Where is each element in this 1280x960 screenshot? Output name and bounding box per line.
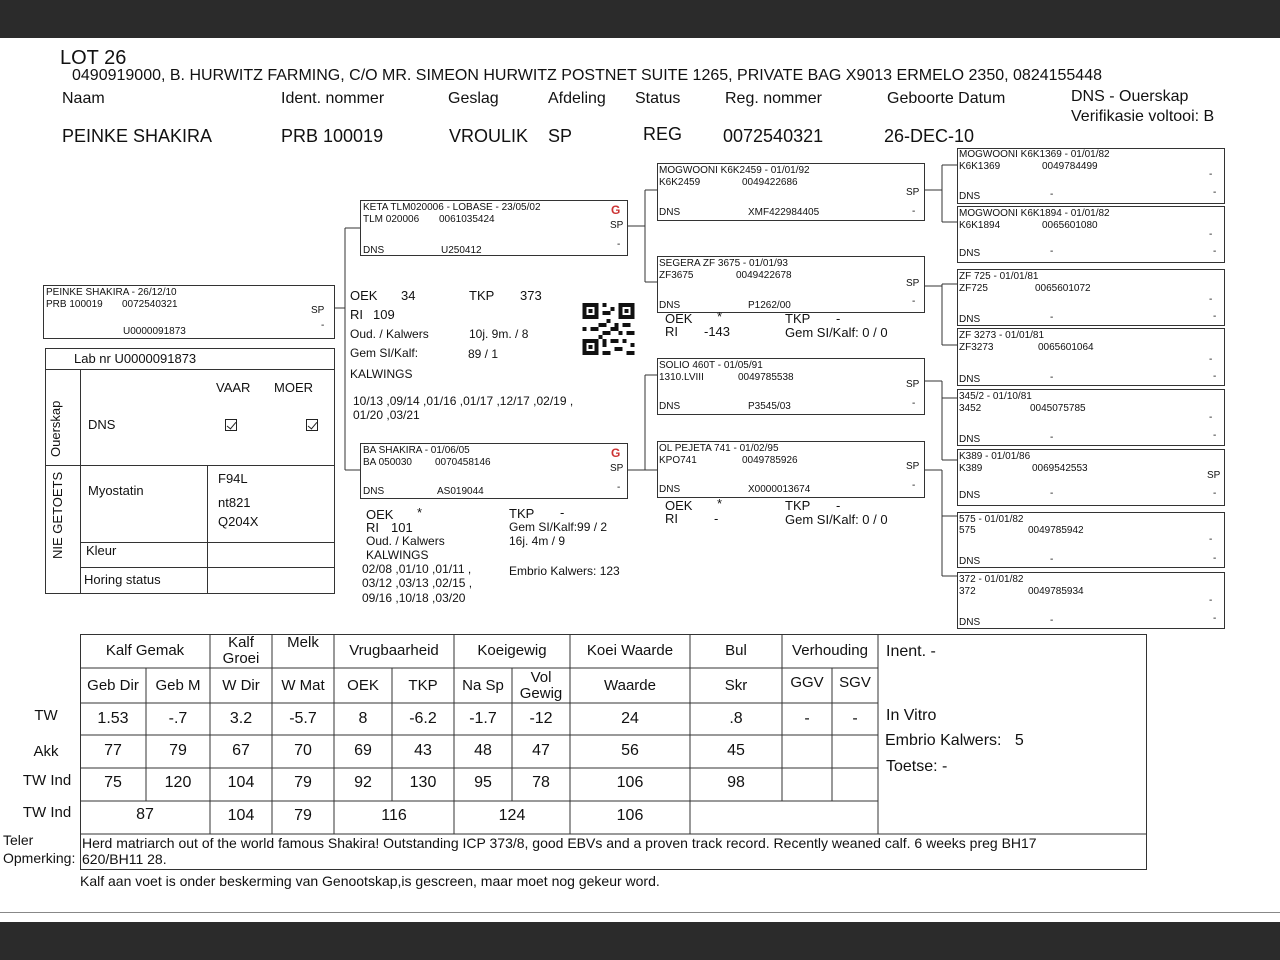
twind-cell: 75 bbox=[104, 773, 122, 791]
footer-note: Kalf aan voet is onder beskerming van Genootskap,is gescreen, maar moet nog gekeur word. bbox=[80, 873, 660, 889]
sire-oek: 34 bbox=[401, 288, 416, 303]
group-melk: Melk bbox=[287, 634, 319, 652]
sire-dates: 10/13 ,09/14 ,01/16 ,01/17 ,12/17 ,02/19 , bbox=[353, 394, 574, 408]
twind-cell: 92 bbox=[354, 773, 372, 791]
twind2-cell: 106 bbox=[616, 807, 644, 825]
ggp-reg: 0065601080 bbox=[1042, 220, 1098, 231]
ggp-title: 372 - 01/01/82 bbox=[959, 574, 1024, 585]
ggp-dash: - bbox=[1050, 488, 1054, 499]
ggp-dns: DNS bbox=[959, 617, 981, 628]
embrio-label: Embrio Kalwers: bbox=[885, 732, 1002, 749]
myo-f94l: F94L bbox=[218, 471, 248, 486]
ggp-dash: - bbox=[1209, 294, 1213, 305]
animal-reg: 0072540321 bbox=[122, 299, 178, 310]
value-status: REG bbox=[643, 124, 683, 144]
gp-dash: - bbox=[912, 398, 916, 409]
gp-oek-label: OEK bbox=[665, 311, 693, 326]
opmerking-label: Opmerking: bbox=[3, 850, 76, 866]
dam-dash: - bbox=[617, 482, 621, 493]
group-kalf-groei: Kalf Groei bbox=[222, 634, 260, 667]
col-geb-m: Geb M bbox=[155, 676, 201, 694]
gp-ri: - bbox=[714, 511, 719, 526]
twind-cell: 95 bbox=[474, 773, 492, 791]
gp-dns: DNS bbox=[659, 207, 681, 218]
value-ident: PRB 100019 bbox=[281, 126, 384, 146]
ggp-dash: - bbox=[1209, 169, 1213, 180]
gp-dns-val: P1262/00 bbox=[748, 300, 791, 311]
dam-ri: 101 bbox=[391, 520, 413, 535]
animal-sp: SP bbox=[311, 305, 325, 316]
ggp-reg: 0045075785 bbox=[1030, 403, 1086, 414]
akk-cell: 48 bbox=[474, 742, 492, 760]
tw-cell: -.7 bbox=[168, 709, 188, 727]
sire-dates2: 01/20 ,03/21 bbox=[353, 408, 420, 422]
gp-title: SEGERA ZF 3675 - 01/01/93 bbox=[659, 258, 788, 269]
sire-oud-label: Oud. / Kalwers bbox=[350, 327, 429, 341]
ggp-title: MOGWOONI K6K1369 - 01/01/82 bbox=[959, 149, 1110, 160]
inent-label: Inent. - bbox=[886, 643, 936, 660]
label-naam: Naam bbox=[62, 90, 105, 107]
embrio-value: 5 bbox=[1014, 732, 1024, 749]
label-afdeling: Afdeling bbox=[548, 90, 606, 107]
sire-gem-label: Gem SI/Kalf: bbox=[350, 346, 419, 360]
sire-oek-label: OEK bbox=[350, 288, 378, 303]
ggp-dash: - bbox=[1050, 372, 1054, 383]
myo-q204x: Q204X bbox=[218, 514, 259, 529]
twind-cell: 104 bbox=[227, 773, 255, 791]
gp-ri-label: RI bbox=[665, 511, 678, 526]
akk-cell: 56 bbox=[621, 742, 639, 760]
twind2-cell: 87 bbox=[136, 805, 154, 823]
dam-dns: DNS bbox=[363, 486, 385, 497]
col-ggv: GGV bbox=[790, 674, 824, 692]
embrio-line bbox=[885, 732, 1024, 750]
myostatin-label: Myostatin bbox=[88, 483, 144, 498]
teler-label: Teler bbox=[3, 832, 34, 848]
animal-id: PRB 100019 bbox=[46, 299, 103, 310]
dam-embrio: Embrio Kalwers: 123 bbox=[509, 564, 620, 578]
in-vitro-label: In Vitro bbox=[886, 707, 937, 724]
value-reg: 0072540321 bbox=[723, 126, 824, 146]
sire-id: TLM 020006 bbox=[363, 214, 420, 225]
ggp-dns: DNS bbox=[959, 191, 981, 202]
gp-id: 1310.LVIII bbox=[659, 372, 704, 383]
gp-dns: DNS bbox=[659, 401, 681, 412]
remarks-text-2: 620/BH11 28. bbox=[82, 851, 167, 867]
twind-cell: 98 bbox=[727, 773, 745, 791]
gp-dns-val: X0000013674 bbox=[748, 484, 811, 495]
dam-logo-icon: G bbox=[611, 446, 621, 460]
ggp-dns: DNS bbox=[959, 374, 981, 385]
gp-dns: DNS bbox=[659, 484, 681, 495]
ggp-dash: - bbox=[1050, 246, 1054, 257]
col-geb-dir: Geb Dir bbox=[87, 676, 139, 694]
gp-tkp: - bbox=[836, 311, 841, 326]
label-geboorte: Geboorte Datum bbox=[887, 90, 1006, 107]
ggp-dns: DNS bbox=[959, 248, 981, 259]
dam-oek-label: OEK bbox=[366, 507, 394, 522]
ggp-id: K6K1369 bbox=[959, 161, 1001, 172]
gp-oek: * bbox=[717, 496, 723, 511]
twind2-cell: 104 bbox=[227, 807, 255, 825]
ggp-dash: - bbox=[1209, 354, 1213, 365]
gp-id: K6K2459 bbox=[659, 177, 701, 188]
dam-gem: Gem SI/Kalf:99 / 2 bbox=[509, 520, 608, 534]
ggp-id: 3452 bbox=[959, 403, 982, 414]
gp-sp: SP bbox=[906, 278, 920, 289]
ggp-reg: 0065601072 bbox=[1035, 283, 1091, 294]
dam-sp: SP bbox=[610, 463, 624, 474]
dam-ri-label: RI bbox=[366, 520, 379, 535]
animal-dash: - bbox=[321, 320, 325, 331]
gp-oek: * bbox=[717, 309, 723, 324]
verification: Verifikasie voltooi: B bbox=[1071, 108, 1215, 125]
ggp-title: K389 - 01/01/86 bbox=[959, 451, 1031, 462]
gp-oek-label: OEK bbox=[665, 498, 693, 513]
ggp-dash: - bbox=[1213, 187, 1217, 198]
ggp-reg: 0049784499 bbox=[1042, 161, 1098, 172]
horing-label: Horing status bbox=[84, 572, 161, 587]
dam-tkp-label: TKP bbox=[509, 506, 535, 521]
animal-code: U0000091873 bbox=[123, 326, 186, 337]
ggp-title: 575 - 01/01/82 bbox=[959, 514, 1024, 525]
sire-tkp: 373 bbox=[520, 288, 542, 303]
dam-kalwings: KALWINGS bbox=[366, 548, 429, 562]
sire-dash: - bbox=[617, 239, 621, 250]
ggp-dash: - bbox=[1213, 371, 1217, 382]
value-geslag: VROULIK bbox=[449, 126, 529, 146]
vaar-label: VAAR bbox=[216, 380, 251, 395]
ggp-reg: 0069542553 bbox=[1032, 463, 1088, 474]
gp-reg: 0049422678 bbox=[736, 270, 792, 281]
remarks-text: Herd matriarch out of the world famous Shakira! Outstanding ICP 373/8, good EBVs and a proven track record. Recently weaned calf. 6 weeks preg BH17 bbox=[82, 835, 1037, 851]
twind2-cell: 124 bbox=[498, 807, 526, 825]
label-status: Status bbox=[635, 90, 681, 107]
dam-reg: 0070458146 bbox=[435, 457, 491, 468]
sire-dns: DNS bbox=[363, 245, 385, 256]
group-koei-waarde: Koei Waarde bbox=[586, 642, 674, 660]
dam-dates-2: 03/12 ,03/13 ,02/15 , bbox=[362, 576, 473, 590]
twind2-cell: 116 bbox=[381, 807, 407, 825]
gp-tkp: - bbox=[836, 498, 841, 513]
ggp-dash: - bbox=[1209, 534, 1213, 545]
gp-id: KPO741 bbox=[659, 455, 697, 466]
group-kalf-gemak: Kalf Gemak bbox=[105, 642, 185, 660]
nie-getoets-label: NIE GETOETS bbox=[50, 471, 65, 559]
group-vrugbaarheid: Vrugbaarheid bbox=[349, 642, 439, 660]
ggp-sp: SP bbox=[1207, 470, 1221, 481]
twind-cell: 130 bbox=[409, 773, 437, 791]
value-naam: PEINKE SHAKIRA bbox=[62, 126, 213, 146]
col-vol-gewig: Vol Gewig bbox=[519, 668, 563, 702]
sire-title: KETA TLM020006 - LOBASE - 23/05/02 bbox=[363, 202, 541, 213]
group-bul: Bul bbox=[725, 642, 747, 660]
row-label-akk: Akk bbox=[33, 742, 59, 760]
gp-sp: SP bbox=[906, 461, 920, 472]
gp-reg: 0049785538 bbox=[738, 372, 794, 383]
ggp-dash: - bbox=[1209, 412, 1213, 423]
akk-cell: 79 bbox=[169, 742, 187, 760]
col-oek: OEK bbox=[347, 676, 379, 694]
ggp-dash: - bbox=[1213, 488, 1217, 499]
ggp-dns: DNS bbox=[959, 434, 981, 445]
tw-cell: 1.53 bbox=[97, 709, 129, 727]
akk-cell: 69 bbox=[354, 742, 372, 760]
ouerskap-label: Ouerskap bbox=[48, 400, 63, 457]
ggp-title: ZF 3273 - 01/01/81 bbox=[959, 330, 1045, 341]
gp-ri-label: RI bbox=[665, 324, 678, 339]
tw-cell: -5.7 bbox=[289, 709, 317, 727]
col-na-sp: Na Sp bbox=[462, 676, 504, 694]
ggp-id: K389 bbox=[959, 463, 983, 474]
dam-id: BA 050030 bbox=[363, 457, 412, 468]
twind-cell: 106 bbox=[616, 773, 644, 791]
ggp-id: ZF725 bbox=[959, 283, 988, 294]
dam-oud: 16j. 4m / 9 bbox=[509, 534, 566, 548]
gp-ri: -143 bbox=[704, 324, 731, 339]
tw-cell: -12 bbox=[529, 709, 553, 727]
ggp-dns: DNS bbox=[959, 490, 981, 501]
ggp-id: ZF3273 bbox=[959, 342, 994, 353]
dam-oek: * bbox=[417, 505, 423, 520]
toetse-label: Toetse: - bbox=[886, 758, 948, 775]
akk-cell: 47 bbox=[532, 742, 550, 760]
row-label-twind2: TW Ind bbox=[22, 804, 72, 822]
sire-reg: 0061035424 bbox=[439, 214, 495, 225]
label-geslag: Geslag bbox=[448, 90, 499, 107]
col-skr: Skr bbox=[724, 676, 748, 694]
col-sgv: SGV bbox=[839, 674, 871, 692]
ggp-dns: DNS bbox=[959, 556, 981, 567]
dam-title: BA SHAKIRA - 01/06/05 bbox=[363, 445, 470, 456]
ggp-title: 345/2 - 01/10/81 bbox=[959, 391, 1032, 402]
ggp-dash: - bbox=[1050, 312, 1054, 323]
gp-dns: DNS bbox=[659, 300, 681, 311]
tw-cell: - bbox=[804, 709, 810, 727]
ggp-dash: - bbox=[1209, 595, 1213, 606]
sire-sp: SP bbox=[610, 220, 624, 231]
sire-oud: 10j. 9m. / 8 bbox=[469, 327, 529, 341]
ggp-title: MOGWOONI K6K1894 - 01/01/82 bbox=[959, 208, 1110, 219]
dns-label: DNS bbox=[88, 417, 116, 432]
ggp-dash: - bbox=[1213, 553, 1217, 564]
akk-cell: 77 bbox=[104, 742, 122, 760]
sire-ri: 109 bbox=[373, 307, 395, 322]
ggp-dash: - bbox=[1213, 613, 1217, 624]
tw-cell: -1.7 bbox=[469, 709, 497, 727]
twind-cell: 78 bbox=[532, 773, 550, 791]
gp-id: ZF3675 bbox=[659, 270, 694, 281]
label-reg: Reg. nommer bbox=[725, 90, 822, 107]
sire-logo-icon: G bbox=[611, 203, 621, 217]
ggp-dash: - bbox=[1209, 229, 1213, 240]
col-waarde: Waarde bbox=[604, 676, 656, 694]
ggp-reg: 0049785934 bbox=[1028, 586, 1084, 597]
gp-dns-val: XMF422984405 bbox=[748, 207, 820, 218]
akk-cell: 43 bbox=[414, 742, 432, 760]
akk-cell: 70 bbox=[294, 742, 312, 760]
kleur-label: Kleur bbox=[86, 543, 117, 558]
col-w-dir: W Dir bbox=[222, 676, 260, 694]
tw-cell: - bbox=[852, 709, 858, 727]
ggp-id: K6K1894 bbox=[959, 220, 1001, 231]
gp-sp: SP bbox=[906, 187, 920, 198]
sire-tkp-label: TKP bbox=[469, 288, 495, 303]
tw-cell: 3.2 bbox=[229, 709, 253, 727]
gp-dash: - bbox=[912, 480, 916, 491]
gp-sp: SP bbox=[906, 379, 920, 390]
dam-tkp: - bbox=[560, 505, 565, 520]
dam-dates-3: 09/16 ,10/18 ,03/20 bbox=[362, 591, 466, 605]
row-label-twind: TW Ind bbox=[22, 772, 72, 790]
ggp-dash: - bbox=[1213, 430, 1217, 441]
value-afdeling: SP bbox=[548, 126, 573, 146]
sire-gem: 89 / 1 bbox=[468, 347, 499, 361]
twind-cell: 120 bbox=[164, 773, 192, 791]
sire-ri-label: RI bbox=[350, 307, 363, 322]
ggp-id: 372 bbox=[959, 586, 976, 597]
animal-title: PEINKE SHAKIRA - 26/12/10 bbox=[46, 287, 177, 298]
sire-dns-val: U250412 bbox=[441, 245, 482, 256]
tw-cell: .8 bbox=[729, 709, 743, 727]
akk-cell: 45 bbox=[727, 742, 745, 760]
col-w-mat: W Mat bbox=[281, 676, 325, 694]
gp-dash: - bbox=[912, 296, 916, 307]
dam-dates-1: 02/08 ,01/10 ,01/11 , bbox=[362, 562, 472, 576]
group-verhouding: Verhouding bbox=[792, 642, 868, 660]
group-koeigewig: Koeigewig bbox=[477, 642, 547, 660]
gp-gem: Gem SI/Kalf: 0 / 0 bbox=[785, 325, 888, 340]
ggp-dash: - bbox=[1050, 615, 1054, 626]
dam-dns-val: AS019044 bbox=[437, 486, 484, 497]
ggp-dns: DNS bbox=[959, 314, 981, 325]
sire-kalwings: KALWINGS bbox=[350, 367, 413, 381]
row-label-tw: TW bbox=[34, 707, 58, 725]
tw-cell: 8 bbox=[358, 709, 368, 727]
ggp-dash: - bbox=[1050, 554, 1054, 565]
owner-line: 0490919000, B. HURWITZ FARMING, C/O MR. SIMEON HURWITZ POSTNET SUITE 1265, PRIVATE BAG X9013 ERMELO 2350, 0824155448 bbox=[72, 67, 1102, 84]
ggp-dash: - bbox=[1050, 189, 1054, 200]
label-ident: Ident. nommer bbox=[281, 90, 385, 107]
gp-tkp-label: TKP bbox=[785, 498, 811, 513]
ggp-reg: 0049785942 bbox=[1028, 525, 1084, 536]
ggp-dash: - bbox=[1213, 246, 1217, 257]
ggp-dash: - bbox=[1050, 432, 1054, 443]
lab-nr: Lab nr U0000091873 bbox=[74, 351, 197, 366]
ggp-id: 575 bbox=[959, 525, 976, 536]
gp-gem: Gem SI/Kalf: 0 / 0 bbox=[785, 512, 888, 527]
twind-cell: 79 bbox=[294, 773, 312, 791]
gp-reg: 0049422686 bbox=[742, 177, 798, 188]
ggp-reg: 0065601064 bbox=[1038, 342, 1094, 353]
lot-number: LOT 26 bbox=[60, 47, 127, 69]
tw-cell: 24 bbox=[621, 709, 639, 727]
gp-dash: - bbox=[912, 206, 916, 217]
gp-title: SOLIO 460T - 01/05/91 bbox=[659, 360, 763, 371]
akk-cell: 67 bbox=[232, 742, 250, 760]
twind2-cell: 79 bbox=[294, 807, 312, 825]
gp-tkp-label: TKP bbox=[785, 311, 811, 326]
myo-nt821: nt821 bbox=[218, 495, 251, 510]
dns-title: DNS - Ouerskap bbox=[1071, 88, 1189, 105]
value-geboorte: 26-DEC-10 bbox=[884, 126, 975, 146]
gp-dns-val: P3545/03 bbox=[748, 401, 791, 412]
col-tkp: TKP bbox=[408, 676, 438, 694]
ggp-dash: - bbox=[1213, 311, 1217, 322]
moer-label: MOER bbox=[274, 380, 313, 395]
gp-title: MOGWOONI K6K2459 - 01/01/92 bbox=[659, 165, 810, 176]
gp-title: OL PEJETA 741 - 01/02/95 bbox=[659, 443, 779, 454]
ggp-title: ZF 725 - 01/01/81 bbox=[959, 271, 1039, 282]
tw-cell: -6.2 bbox=[409, 709, 437, 727]
gp-reg: 0049785926 bbox=[742, 455, 798, 466]
dam-oud-label: Oud. / Kalwers bbox=[366, 534, 445, 548]
